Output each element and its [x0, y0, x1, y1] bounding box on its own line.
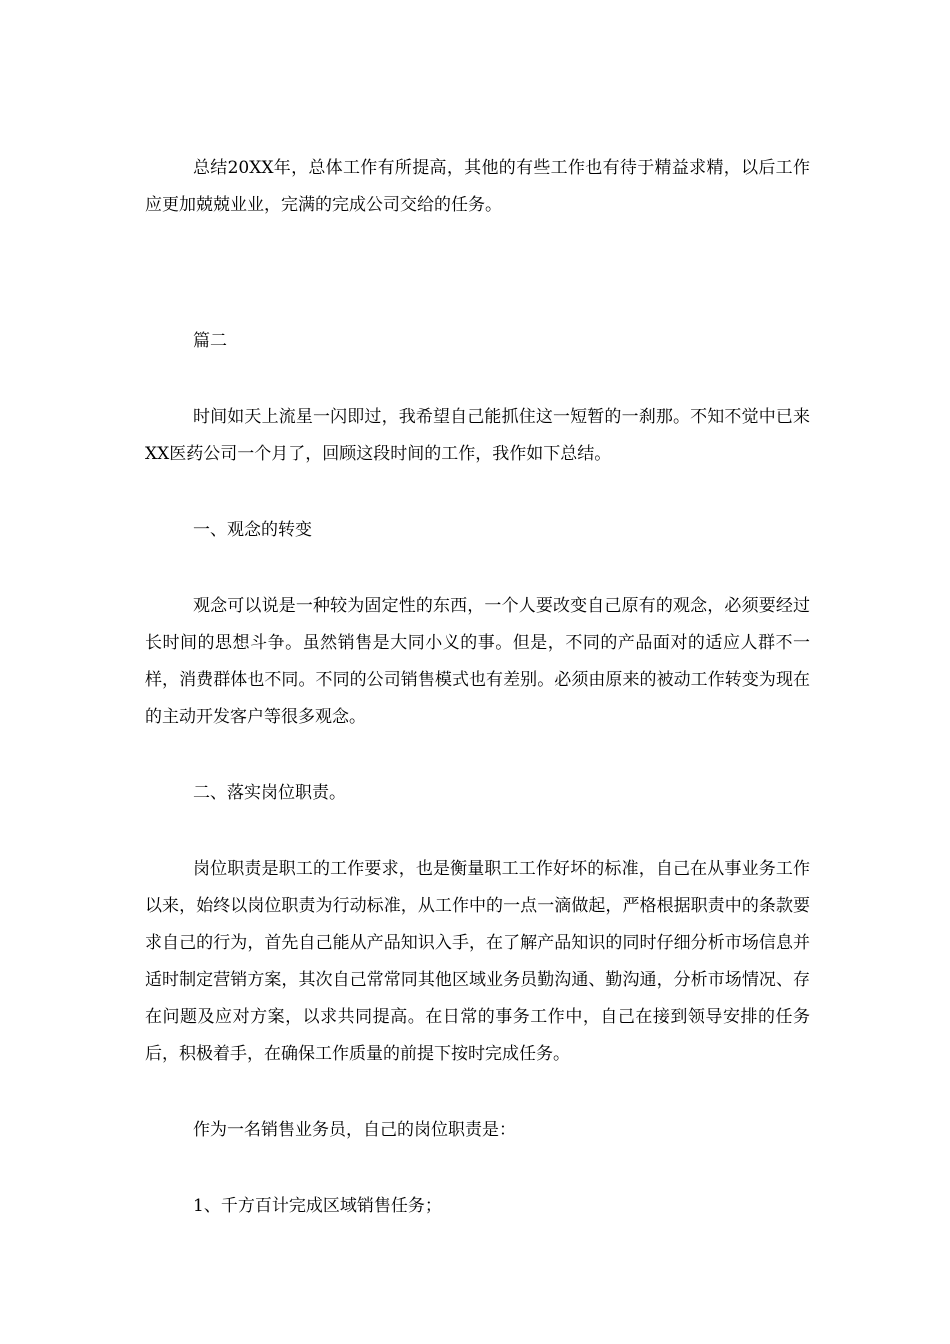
duties-paragraph: 岗位职责是职工的工作要求，也是衡量职工工作好坏的标准，自己在从事业务工作以来，始终以岗位职责为行动标准，从工作中的一点一滴做起，严格根据职责中的条款要求自己的行为，首先自己能从产品知识入手，在了解产品知识的同时仔细分析市场信息并适时制定营销方案，其次自己常常同其他区域业务员勤沟通、勤沟通，分析市场情况、存在问题及应对方案，以求共同提高。在日常的事务工作中，自己在接到领导安排的任务后，积极着手，在确保工作质量的前提下按时完成任务。 [145, 859, 810, 1064]
paragraph-spacer [145, 1073, 810, 1112]
paragraph-spacer [145, 360, 810, 399]
list-item: 1、千方百计完成区域销售任务； [193, 1196, 442, 1216]
summary-paragraph: 总结20XX年，总体工作有所提高，其他的有些工作也有待于精益求精，以后工作应更加兢兢业业，完满的完成公司交给的任务。 [145, 158, 810, 215]
intro-paragraph: 时间如天上流星一闪即过，我希望自己能抓住这一短暂的一刹那。不知不觉中已来XX医药公司一个月了，回顾这段时间的工作，我作如下总结。 [145, 407, 810, 464]
duties-intro-paragraph: 作为一名销售业务员，自己的岗位职责是： [193, 1120, 516, 1140]
paragraph-spacer [145, 812, 810, 851]
section-heading-part-two: 篇二 [193, 331, 227, 351]
paragraph-spacer [145, 549, 810, 588]
paragraph-spacer [145, 1149, 810, 1188]
paragraph-spacer [145, 736, 810, 775]
paragraph-spacer [145, 473, 810, 512]
concept-paragraph: 观念可以说是一种较为固定性的东西，一个人要改变自己原有的观念，必须要经过长时间的思想斗争。虽然销售是大同小义的事。但是，不同的产品面对的适应人群不一样，消费群体也不同。不同的公司销售模式也有差别。必须由原来的被动工作转变为现在的主动开发客户等很多观念。 [145, 596, 810, 727]
document-page [145, 150, 810, 1225]
heading-concept-change: 一、观念的转变 [193, 520, 312, 540]
section-spacer [145, 224, 810, 323]
heading-job-duties: 二、落实岗位职责。 [193, 783, 346, 803]
